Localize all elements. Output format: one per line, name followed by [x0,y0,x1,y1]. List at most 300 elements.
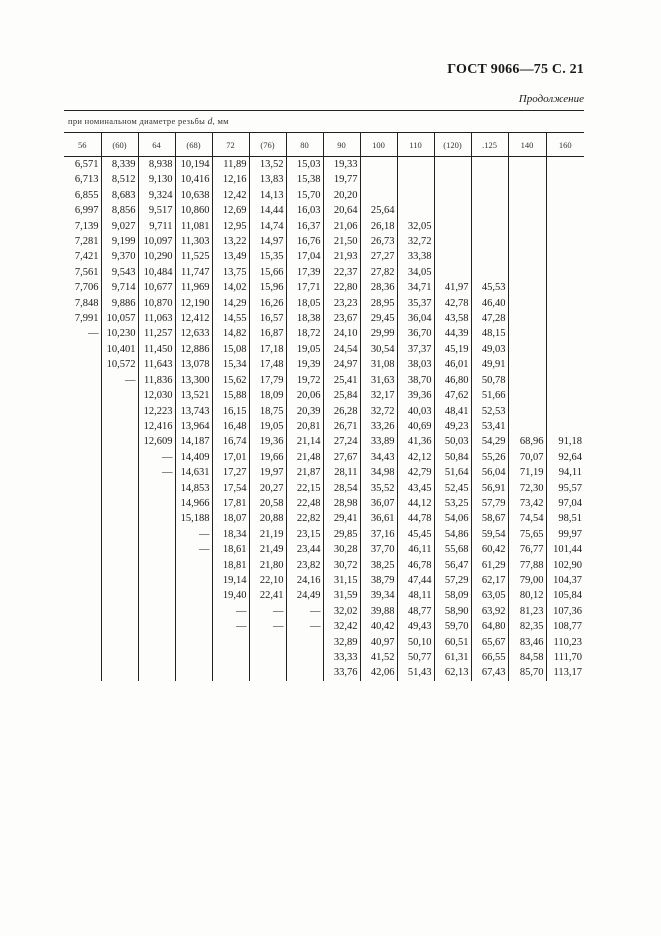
table-cell: 10,416 [175,172,212,187]
table-cell: 41,36 [397,434,434,449]
column-header: 56 [64,133,101,157]
table-cell: 38,03 [397,357,434,372]
table-cell: 15,34 [212,357,249,372]
table-row [64,157,584,173]
table-cell [212,665,249,680]
table-cell: 61,29 [471,558,508,573]
table-cell: 58,09 [434,588,471,603]
table-cell [508,404,546,419]
page-header-standard: ГОСТ 9066—75 С. 21 [447,62,584,77]
table-cell: 19,39 [286,357,323,372]
table-cell [546,342,584,357]
table-cell [546,172,584,187]
table-cell: 14,409 [175,450,212,465]
column-header: 72 [212,133,249,157]
table-cell: 15,08 [212,342,249,357]
table-cell [64,373,101,388]
table-cell: 11,836 [138,373,175,388]
table-cell: 99,97 [546,527,584,542]
table-cell: 19,40 [212,588,249,603]
continuation-label: Продолжение [518,93,584,105]
table-cell: 67,43 [471,665,508,680]
table-cell [138,542,175,557]
table-cell: 10,230 [101,326,138,341]
table-cell [434,249,471,264]
table-cell: — [101,373,138,388]
table-cell: 84,58 [508,650,546,665]
table-cell: 23,23 [323,296,360,311]
table-cell: 63,05 [471,588,508,603]
table-cell [212,635,249,650]
table-cell: 15,70 [286,188,323,203]
table-cell: 18,07 [212,511,249,526]
table-cell: 12,69 [212,203,249,218]
table-row [64,588,584,603]
table-cell [360,157,397,173]
table-cell: 6,997 [74,205,99,217]
table-row [64,203,584,218]
table-row [64,342,584,357]
table-cell: 75,65 [508,527,546,542]
table-cell [546,203,584,218]
table-cell: 33,33 [323,650,360,665]
table-cell: 20,27 [249,481,286,496]
table-cell: 18,09 [249,388,286,403]
table-cell [101,573,138,588]
table-cell: 23,44 [286,542,323,557]
table-cell: 17,27 [212,465,249,480]
table-cell: 91,18 [546,434,584,449]
table-row [64,542,584,557]
table-cell: 37,70 [360,542,397,557]
table-cell: 42,06 [360,665,397,680]
table-row [64,172,584,187]
table-cell: 16,76 [286,234,323,249]
table-cell [101,527,138,542]
table-cell: 14,97 [249,234,286,249]
table-cell: 46,80 [434,373,471,388]
table-row [64,434,584,449]
table-cell [64,665,101,680]
table-cell: 52,45 [434,481,471,496]
table-cell: 72,30 [508,481,546,496]
table-cell: 29,45 [360,311,397,326]
table-cell: 51,66 [471,388,508,403]
table-cell: 24,49 [286,588,323,603]
table-cell: 40,03 [397,404,434,419]
table-cell [434,188,471,203]
table-cell: 65,67 [471,635,508,650]
table-cell [64,588,101,603]
table-cell: 80,12 [508,588,546,603]
table-cell: 22,37 [323,265,360,280]
column-header: 80 [286,133,323,157]
table-cell: 42,12 [397,450,434,465]
table-cell: 28,36 [360,280,397,295]
table-cell: — [286,619,323,634]
table-cell: 16,03 [286,203,323,218]
table-cell: 8,683 [101,188,138,203]
table-cell: 10,484 [138,265,175,280]
table-cell: 32,72 [360,404,397,419]
table-cell: 10,870 [138,296,175,311]
table-cell [101,450,138,465]
table-cell: 15,03 [286,157,323,173]
table-cell: 21,87 [286,465,323,480]
table-row [64,665,584,680]
table-cell [546,280,584,295]
table-cell: 29,41 [323,511,360,526]
table-cell: 56,47 [434,558,471,573]
table-cell: 50,78 [471,373,508,388]
table-cell: 13,078 [175,357,212,372]
table-cell: 20,64 [323,203,360,218]
table-cell [397,188,434,203]
table-cell [508,234,546,249]
table-cell: 9,370 [101,249,138,264]
table-cell: 13,964 [175,419,212,434]
table-note-symbol: d [207,117,213,127]
table-cell: 7,421 [74,251,99,263]
table-cell [508,388,546,403]
table-cell [64,481,101,496]
table-row [64,573,584,588]
table-row [64,188,584,203]
table-cell: 13,521 [175,388,212,403]
table-cell: — [138,465,175,480]
table-cell [546,373,584,388]
table-cell: 29,99 [360,326,397,341]
table-cell [546,157,584,173]
table-cell [101,604,138,619]
table-cell: 32,42 [323,619,360,634]
table-cell: 44,78 [397,511,434,526]
table-cell: 46,78 [397,558,434,573]
table-cell: 17,39 [286,265,323,280]
table-cell [508,157,546,173]
table-cell: 17,48 [249,357,286,372]
table-cell [434,157,471,173]
table-cell: 17,81 [212,496,249,511]
table-cell: 11,525 [175,249,212,264]
table-cell: 20,20 [323,188,360,203]
table-cell: 11,450 [138,342,175,357]
table-row [64,619,584,634]
table-cell: 27,27 [360,249,397,264]
table-cell [471,188,508,203]
table-cell: 40,42 [360,619,397,634]
table-cell: 9,324 [138,188,175,203]
table-cell [546,388,584,403]
table-cell [508,342,546,357]
table-cell: 48,15 [471,326,508,341]
table-cell: 60,42 [471,542,508,557]
table-cell [471,249,508,264]
table-cell: 10,057 [101,311,138,326]
table-cell: 44,39 [434,326,471,341]
table-cell: 20,88 [249,511,286,526]
table-cell: 20,58 [249,496,286,511]
table-cell [64,573,101,588]
table-cell: 16,15 [212,404,249,419]
table-cell: 19,33 [323,157,360,173]
table-cell: 30,72 [323,558,360,573]
table-cell [138,481,175,496]
table-cell [101,542,138,557]
table-cell [64,388,101,403]
table-cell: 35,37 [397,296,434,311]
table-cell: 39,36 [397,388,434,403]
table-cell: 45,19 [434,342,471,357]
table-cell: 9,886 [101,296,138,311]
table-cell: 11,89 [212,157,249,173]
table-cell: 18,75 [249,404,286,419]
table-cell [64,542,101,557]
table-cell [360,172,397,187]
table-cell: 9,130 [138,172,175,187]
table-cell: 43,58 [434,311,471,326]
table-cell: 105,84 [546,588,584,603]
table-cell: 30,54 [360,342,397,357]
table-cell: 47,28 [471,311,508,326]
table-cell: 10,194 [175,157,212,173]
table-cell: 10,401 [101,342,138,357]
table-cell: 22,41 [249,588,286,603]
table-cell: 7,706 [74,282,99,294]
table-cell: 26,71 [323,419,360,434]
table-cell: 17,54 [212,481,249,496]
table-cell: 92,64 [546,450,584,465]
table-cell [434,203,471,218]
table-cell [101,619,138,634]
column-header: (120) [434,133,471,157]
table-cell: 15,88 [212,388,249,403]
table-cell [64,558,101,573]
table-cell: 50,84 [434,450,471,465]
column-header: 90 [323,133,360,157]
table-cell: 13,52 [249,157,286,173]
table-cell [64,619,101,634]
table-cell: 15,35 [249,249,286,264]
table-cell: 94,11 [546,465,584,480]
table-cell [64,635,101,650]
table-row [64,481,584,496]
table-cell [286,650,323,665]
table-cell [546,219,584,234]
table-cell [101,511,138,526]
table-cell: 57,79 [471,496,508,511]
table-cell: 6,713 [74,174,99,186]
table-cell [64,434,101,449]
table-cell: 63,92 [471,604,508,619]
table-cell: 50,10 [397,635,434,650]
table-cell: 34,98 [360,465,397,480]
table-cell [508,219,546,234]
table-cell [101,665,138,680]
table-cell: 46,40 [471,296,508,311]
table-cell: 22,80 [323,280,360,295]
column-header: 100 [360,133,397,157]
table-cell: 18,72 [286,326,323,341]
table-note-suffix: , мм [212,116,229,126]
table-cell: 19,77 [323,172,360,187]
table-cell: 71,19 [508,465,546,480]
table-cell: 20,06 [286,388,323,403]
table-row [64,388,584,403]
table-cell: 9,714 [101,280,138,295]
table-row [64,450,584,465]
table-cell: 13,49 [212,249,249,264]
table-cell: 14,187 [175,434,212,449]
table-cell [286,635,323,650]
table-cell: 13,300 [175,373,212,388]
table-cell [138,496,175,511]
table-cell: 36,07 [360,496,397,511]
table-cell [64,419,101,434]
table-cell: 76,77 [508,542,546,557]
table-cell: 21,14 [286,434,323,449]
table-cell: 20,39 [286,404,323,419]
table-cell: 48,41 [434,404,471,419]
table-row [64,511,584,526]
table-cell: 77,88 [508,558,546,573]
table-cell [64,342,101,357]
table-cell: 39,34 [360,588,397,603]
table-cell: 57,29 [434,573,471,588]
table-cell [101,388,138,403]
table-row [64,234,584,249]
table-cell [249,650,286,665]
table-cell: — [249,604,286,619]
table-cell: 36,70 [397,326,434,341]
table-cell [138,650,175,665]
table-cell: 48,77 [397,604,434,619]
table-cell: 95,57 [546,481,584,496]
table-cell: 22,15 [286,481,323,496]
table-cell: 73,42 [508,496,546,511]
table-cell [471,265,508,280]
table-cell: 70,07 [508,450,546,465]
table-cell: 10,677 [138,280,175,295]
table-cell: 14,74 [249,219,286,234]
table-cell: 38,79 [360,573,397,588]
table-cell: 54,86 [434,527,471,542]
table-cell: 12,412 [175,311,212,326]
table-cell: 36,04 [397,311,434,326]
table-cell [101,419,138,434]
table-cell: 29,85 [323,527,360,542]
table-cell: 15,38 [286,172,323,187]
table-cell: 12,16 [212,172,249,187]
table-cell: 24,54 [323,342,360,357]
table-cell [360,188,397,203]
table-cell [546,419,584,434]
table-cell: 32,17 [360,388,397,403]
table-cell: 10,097 [138,234,175,249]
table-cell: 58,67 [471,511,508,526]
table-cell: 41,52 [360,650,397,665]
table-cell: 68,96 [508,434,546,449]
table-cell: 44,12 [397,496,434,511]
table-cell: 12,42 [212,188,249,203]
table-cell: 26,28 [323,404,360,419]
table-cell [175,573,212,588]
table-cell: 6,571 [74,159,99,170]
table-cell [64,650,101,665]
table-cell: 7,561 [74,266,99,278]
table-cell: 36,61 [360,511,397,526]
table-cell [101,465,138,480]
table-cell: 10,290 [138,249,175,264]
table-cell [64,511,101,526]
table-cell: 54,06 [434,511,471,526]
table-cell: 16,48 [212,419,249,434]
table-cell [212,650,249,665]
table-cell: 40,97 [360,635,397,650]
table-cell: 24,97 [323,357,360,372]
table-cell [64,404,101,419]
table-cell: 18,05 [286,296,323,311]
table-cell [546,311,584,326]
table-cell: 17,04 [286,249,323,264]
table-cell: 37,16 [360,527,397,542]
table-cell: 107,36 [546,604,584,619]
table-cell: 22,48 [286,496,323,511]
table-cell: — [286,604,323,619]
table-cell: 12,030 [138,388,175,403]
table-cell [286,665,323,680]
table-cell [138,527,175,542]
table-cell: 85,70 [508,665,546,680]
table-cell: 9,711 [138,219,175,234]
table-cell: 49,03 [471,342,508,357]
table-cell [138,665,175,680]
table-note-prefix: при номинальном диаметре резьбы [68,116,208,126]
table-cell: — [88,328,99,340]
table-cell [434,219,471,234]
table-body [64,157,584,681]
table-cell [471,234,508,249]
table-cell [471,157,508,173]
table-cell: 12,95 [212,219,249,234]
table-cell: 21,50 [323,234,360,249]
table-cell: 110,23 [546,635,584,650]
table-cell [508,296,546,311]
table-cell [175,619,212,634]
table-cell: 28,95 [360,296,397,311]
table-cell: 13,743 [175,404,212,419]
table-cell: 104,37 [546,573,584,588]
table-cell: 56,91 [471,481,508,496]
table-cell: 28,98 [323,496,360,511]
table-cell: 102,90 [546,558,584,573]
table-cell: 51,64 [434,465,471,480]
table-cell: 11,081 [175,219,212,234]
table-cell: 7,281 [74,236,99,248]
table-cell: 33,76 [323,665,360,680]
table-cell: 7,848 [74,297,99,309]
table-cell: 16,26 [249,296,286,311]
table-row [64,357,584,372]
table-cell: 32,72 [397,234,434,249]
table-cell: 53,25 [434,496,471,511]
table-cell: 42,78 [434,296,471,311]
table-cell: 19,72 [286,373,323,388]
table-cell: 21,48 [286,450,323,465]
table-cell: 31,59 [323,588,360,603]
table-cell: 6,855 [74,189,99,201]
table-cell: 56,04 [471,465,508,480]
